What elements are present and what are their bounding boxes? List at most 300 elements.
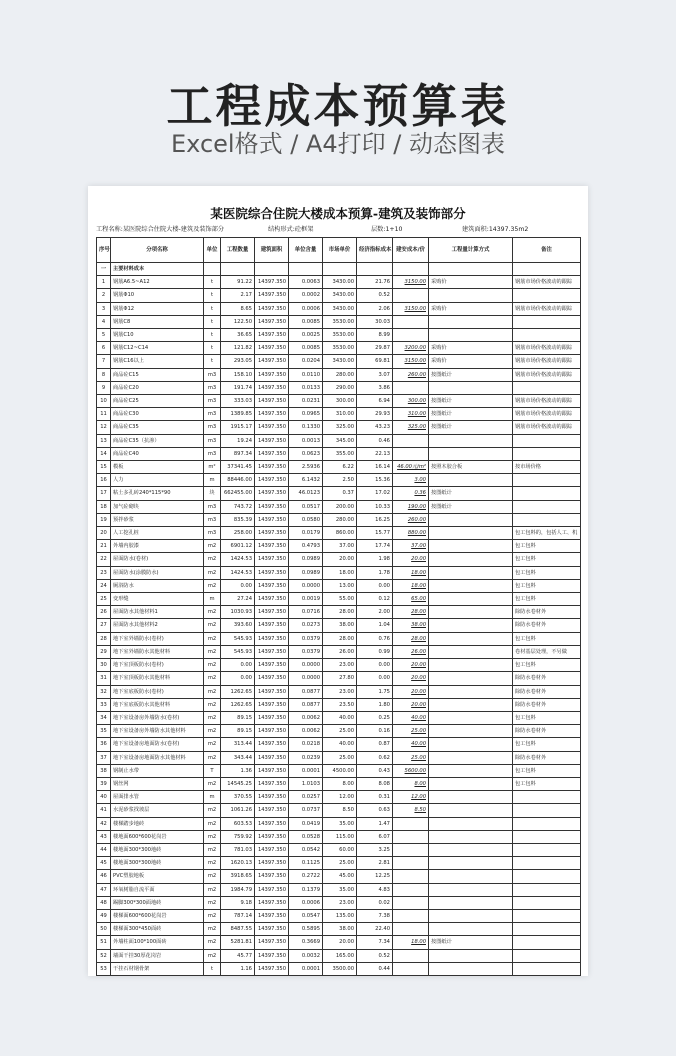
table-cell: 17.74 (357, 540, 393, 553)
table-cell: 1984.79 (221, 883, 255, 896)
table-cell: 0.0032 (289, 949, 323, 962)
table-cell: 地下室外墙防水(卷材) (111, 632, 204, 645)
table-cell (429, 593, 513, 606)
table-cell: m2 (204, 672, 221, 685)
table-cell: 25.00 (393, 725, 429, 738)
table-cell (429, 870, 513, 883)
table-cell: 190.00 (393, 500, 429, 513)
table-cell: 0.1125 (289, 857, 323, 870)
table-cell: 14397.350 (255, 302, 289, 315)
table-cell: 加气砼砌块 (111, 500, 204, 513)
table-cell: 钢丝网 (111, 777, 204, 790)
table-cell: 30 (97, 659, 111, 672)
table-cell: m2 (204, 738, 221, 751)
table-cell: 地下室底板防水(卷材) (111, 685, 204, 698)
table-cell: 1.80 (357, 698, 393, 711)
column-header: 工程数量 (221, 238, 255, 263)
table-cell: 商品砼C30 (111, 408, 204, 421)
table-cell (513, 896, 581, 909)
table-cell: 28.00 (323, 606, 357, 619)
table-cell: 38.00 (393, 619, 429, 632)
table-row (97, 777, 581, 790)
table-cell: m2 (204, 632, 221, 645)
table-cell: 0.0085 (289, 315, 323, 328)
table-cell: 258.00 (221, 527, 255, 540)
table-cell: 290.00 (323, 381, 357, 394)
table-row (97, 896, 581, 909)
table-cell: 0.0542 (289, 843, 323, 856)
table-cell: 15.77 (357, 527, 393, 540)
table-cell: 包工包料 (513, 764, 581, 777)
table-cell: m2 (204, 606, 221, 619)
table-cell: 钢筋C12~C14 (111, 342, 204, 355)
table-cell: 14397.350 (255, 487, 289, 500)
table-cell: m3 (204, 527, 221, 540)
table-cell: 40.00 (323, 738, 357, 751)
table-cell: 22.13 (357, 447, 393, 460)
table-cell: 14397.350 (255, 579, 289, 592)
table-row (97, 791, 581, 804)
table-cell: 9 (97, 381, 111, 394)
table-cell: 0.0231 (289, 395, 323, 408)
table-cell: 22.40 (357, 923, 393, 936)
table-cell: t (204, 342, 221, 355)
table-cell: 6 (97, 342, 111, 355)
table-row (97, 579, 581, 592)
table-row (97, 923, 581, 936)
table-cell: 14397.350 (255, 777, 289, 790)
table-cell: 6.07 (357, 830, 393, 843)
table-cell: 踢脚300*300面地砖 (111, 896, 204, 909)
table-cell: 除防水卷材外 (513, 685, 581, 698)
table-cell: 20.00 (393, 659, 429, 672)
table-cell: 355.00 (323, 447, 357, 460)
table-cell: m2 (204, 659, 221, 672)
table-row (97, 857, 581, 870)
table-cell: 粘土多孔砖240*115*90 (111, 487, 204, 500)
table-cell: 10 (97, 395, 111, 408)
table-cell: 8.00 (393, 777, 429, 790)
section-number: 一 (97, 263, 111, 276)
table-cell: 14397.350 (255, 421, 289, 434)
table-cell: 钢筋市场价格波动的跟踪 (513, 355, 581, 368)
table-cell: 17 (97, 487, 111, 500)
table-cell: 20.00 (323, 936, 357, 949)
table-cell: 19.24 (221, 434, 255, 447)
table-cell: m2 (204, 619, 221, 632)
table-cell: 370.55 (221, 791, 255, 804)
table-cell: 0.4793 (289, 540, 323, 553)
table-cell: 包工包料 (513, 593, 581, 606)
table-cell: 2.17 (221, 289, 255, 302)
table-cell: m (204, 474, 221, 487)
table-cell: 42 (97, 817, 111, 830)
table-cell: 楼地面300*300地砖 (111, 857, 204, 870)
table-cell: 33 (97, 698, 111, 711)
table-cell: 14397.350 (255, 830, 289, 843)
table-cell: 15.36 (357, 474, 393, 487)
table-cell: 48 (97, 896, 111, 909)
table-row (97, 540, 581, 553)
floor-count: 层数:1+10 (371, 226, 403, 233)
table-cell: m2 (204, 843, 221, 856)
building-area: 建筑面积:14397.35m2 (462, 226, 529, 233)
table-row (97, 909, 581, 922)
table-cell: 9.18 (221, 896, 255, 909)
table-cell: 12.00 (323, 791, 357, 804)
table-cell: 商品砼C40 (111, 447, 204, 460)
table-cell: 除防水卷材外 (513, 725, 581, 738)
table-cell (513, 513, 581, 526)
table-cell (429, 817, 513, 830)
table-cell: 260.00 (393, 513, 429, 526)
table-cell: 15 (97, 461, 111, 474)
table-row (97, 632, 581, 645)
column-header: 序号 (97, 238, 111, 263)
table-cell: 8.50 (393, 804, 429, 817)
table-cell: 23 (97, 566, 111, 579)
table-cell: 14397.350 (255, 540, 289, 553)
table-cell: 343.44 (221, 751, 255, 764)
table-row (97, 474, 581, 487)
table-cell (429, 711, 513, 724)
table-cell (513, 289, 581, 302)
table-cell: T (204, 764, 221, 777)
column-header: 建安成本/价 (393, 238, 429, 263)
table-cell: 135.00 (323, 909, 357, 922)
table-cell: 16.25 (357, 513, 393, 526)
table-cell (393, 909, 429, 922)
table-cell: 楼梯踏步地砖 (111, 817, 204, 830)
table-cell: 地下室设备房地面防水其他材料 (111, 751, 204, 764)
table-cell: 781.03 (221, 843, 255, 856)
table-cell: 0.0737 (289, 804, 323, 817)
table-cell: 14397.350 (255, 461, 289, 474)
table-cell: 835.39 (221, 513, 255, 526)
table-cell: 1262.65 (221, 698, 255, 711)
table-cell: 1.36 (221, 764, 255, 777)
table-cell: 3500.00 (323, 962, 357, 975)
table-cell: 2 (97, 289, 111, 302)
table-row (97, 421, 581, 434)
table-cell: 19 (97, 513, 111, 526)
table-cell: 14397.350 (255, 711, 289, 724)
table-row (97, 447, 581, 460)
table-cell: 0.63 (357, 804, 393, 817)
table-cell: 14397.350 (255, 725, 289, 738)
table-cell: 50 (97, 923, 111, 936)
table-cell: 包工包料 (513, 553, 581, 566)
table-cell: 16.14 (357, 461, 393, 474)
table-cell: m2 (204, 857, 221, 870)
table-row (97, 725, 581, 738)
table-cell: 0.87 (357, 738, 393, 751)
table-cell: m2 (204, 777, 221, 790)
table-cell: 除防水卷材外 (513, 672, 581, 685)
table-cell: 5600.00 (393, 764, 429, 777)
table-cell: 0.0379 (289, 645, 323, 658)
table-cell: 0.0528 (289, 830, 323, 843)
table-cell: 13.00 (323, 579, 357, 592)
banner-subtitle: Excel格式 / A4打印 / 动态图表 (171, 130, 505, 158)
table-cell: 122.50 (221, 315, 255, 328)
table-cell: m2 (204, 751, 221, 764)
table-cell: 8.00 (323, 777, 357, 790)
table-cell (429, 777, 513, 790)
table-cell: 14397.350 (255, 883, 289, 896)
table-cell (393, 883, 429, 896)
table-cell: 0.1379 (289, 883, 323, 896)
table-cell: 300.00 (393, 395, 429, 408)
table-cell: 8.50 (323, 804, 357, 817)
table-cell: 14397.350 (255, 764, 289, 777)
table-cell: 121.82 (221, 342, 255, 355)
table-cell: 787.14 (221, 909, 255, 922)
table-cell: 0.00 (357, 579, 393, 592)
table-row (97, 659, 581, 672)
table-cell: 地下室设备房外墙防水其他材料 (111, 725, 204, 738)
table-cell: 23.50 (323, 698, 357, 711)
table-cell: 45.00 (323, 870, 357, 883)
table-cell: 0.0063 (289, 276, 323, 289)
table-row (97, 434, 581, 447)
table-cell: 115.00 (323, 830, 357, 843)
table-row (97, 843, 581, 856)
table-cell: 0.0110 (289, 368, 323, 381)
table-cell (429, 579, 513, 592)
table-cell: 11 (97, 408, 111, 421)
table-cell (513, 870, 581, 883)
table-cell: m2 (204, 896, 221, 909)
table-cell: 14397.350 (255, 368, 289, 381)
table-cell: 545.93 (221, 645, 255, 658)
table-cell: 按图纸计 (429, 421, 513, 434)
table-cell: m2 (204, 645, 221, 658)
table-cell: 14397.350 (255, 619, 289, 632)
table-cell: 28.00 (393, 606, 429, 619)
table-cell (429, 923, 513, 936)
table-cell (393, 870, 429, 883)
table-cell (393, 962, 429, 975)
table-cell: 钢筋市场价格波动的跟踪 (513, 276, 581, 289)
table-cell (513, 857, 581, 870)
table-cell: 14397.350 (255, 593, 289, 606)
table-cell: 23.00 (323, 896, 357, 909)
table-cell: 22 (97, 553, 111, 566)
table-cell (429, 527, 513, 540)
table-cell: 地下室顶板防水其他材料 (111, 672, 204, 685)
table-cell: 14397.350 (255, 447, 289, 460)
table-cell: 52 (97, 949, 111, 962)
table-cell: 0.0517 (289, 500, 323, 513)
table-row (97, 619, 581, 632)
table-cell: 6.94 (357, 395, 393, 408)
table-cell: 14397.350 (255, 553, 289, 566)
table-cell (393, 315, 429, 328)
table-cell: 0.0179 (289, 527, 323, 540)
table-row (97, 751, 581, 764)
table-cell: 0.0013 (289, 434, 323, 447)
table-cell: 3.86 (357, 381, 393, 394)
document-title: 某医院综合住院大楼成本预算-建筑及装饰部分 (210, 206, 466, 221)
table-cell: t (204, 315, 221, 328)
table-cell: 商品砼C25 (111, 395, 204, 408)
table-cell: 0.46 (357, 434, 393, 447)
table-cell: 14 (97, 447, 111, 460)
table-cell: 1.98 (357, 553, 393, 566)
table-cell: 包工包料 (513, 659, 581, 672)
table-cell: 13 (97, 434, 111, 447)
table-cell: 30.03 (357, 315, 393, 328)
table-row (97, 395, 581, 408)
table-cell: 钢筋Φ12 (111, 302, 204, 315)
table-cell: 18.00 (393, 936, 429, 949)
project-name: 工程名称:某医院综合住院大楼-建筑及装饰部分 (96, 226, 225, 233)
table-cell: 40.00 (393, 738, 429, 751)
table-cell: m2 (204, 540, 221, 553)
table-cell: 墙面干挂30厚花岗岩 (111, 949, 204, 962)
table-cell: 325.00 (393, 421, 429, 434)
column-header: 工程量计算方式 (429, 238, 513, 263)
table-cell: 26 (97, 606, 111, 619)
table-cell: 26.00 (393, 645, 429, 658)
table-row (97, 685, 581, 698)
table-cell: 按图纸计 (429, 395, 513, 408)
table-cell: 地下室底板防水其他材料 (111, 698, 204, 711)
table-cell (429, 738, 513, 751)
table-cell: 43.23 (357, 421, 393, 434)
table-cell: 0.02 (357, 896, 393, 909)
table-cell (429, 791, 513, 804)
table-cell: 0.0006 (289, 302, 323, 315)
table-cell: 除防水卷材外 (513, 606, 581, 619)
table-cell: 1.04 (357, 619, 393, 632)
table-cell: 14397.350 (255, 817, 289, 830)
table-cell (429, 381, 513, 394)
table-cell: 12.25 (357, 870, 393, 883)
table-cell: 18 (97, 500, 111, 513)
cost-table (96, 237, 581, 976)
table-header-row (97, 238, 581, 263)
table-row (97, 830, 581, 843)
table-cell: 8487.55 (221, 923, 255, 936)
table-cell (513, 487, 581, 500)
table-cell: 0.0019 (289, 593, 323, 606)
table-cell: 37341.45 (221, 461, 255, 474)
table-cell: 地下室设备房外墙防水(卷材) (111, 711, 204, 724)
table-cell (429, 830, 513, 843)
table-cell (513, 949, 581, 962)
table-cell: 38.00 (323, 619, 357, 632)
table-row (97, 553, 581, 566)
table-cell: 0.0204 (289, 355, 323, 368)
table-cell (429, 566, 513, 579)
table-row (97, 593, 581, 606)
table-cell: 31 (97, 672, 111, 685)
table-cell: 人工挖孔桩 (111, 527, 204, 540)
table-cell: t (204, 276, 221, 289)
table-cell: 325.00 (323, 421, 357, 434)
table-cell: 3430.00 (323, 276, 357, 289)
table-cell (393, 381, 429, 394)
table-cell: 0.0877 (289, 685, 323, 698)
table-cell: 12.00 (393, 791, 429, 804)
table-cell: 24 (97, 579, 111, 592)
table-cell: 20.00 (323, 553, 357, 566)
table-cell: 44 (97, 843, 111, 856)
table-cell: 屋面防水(卷材) (111, 553, 204, 566)
table-cell: 14397.350 (255, 329, 289, 342)
table-cell: 36.65 (221, 329, 255, 342)
table-cell: 14397.350 (255, 566, 289, 579)
table-cell: 屋面防水(涂膜防水) (111, 566, 204, 579)
table-cell: 8 (97, 368, 111, 381)
table-cell: m2 (204, 936, 221, 949)
table-cell: 14397.350 (255, 659, 289, 672)
table-cell (429, 289, 513, 302)
table-cell: 除防水卷材外 (513, 698, 581, 711)
table-cell: 0.00 (221, 672, 255, 685)
table-cell: 25.00 (323, 857, 357, 870)
table-cell: 37 (97, 751, 111, 764)
table-cell: 69.81 (357, 355, 393, 368)
table-cell: 0.62 (357, 751, 393, 764)
table-cell: 1424.53 (221, 566, 255, 579)
table-cell: 2.50 (323, 474, 357, 487)
table-row (97, 302, 581, 315)
table-cell: PVC塑胶地板 (111, 870, 204, 883)
table-cell (429, 659, 513, 672)
table-cell: 293.05 (221, 355, 255, 368)
table-cell: 3150.00 (393, 302, 429, 315)
table-cell: m2 (204, 566, 221, 579)
table-cell: 14397.350 (255, 791, 289, 804)
table-cell (429, 540, 513, 553)
table-cell: 3530.00 (323, 329, 357, 342)
table-cell: 0.76 (357, 632, 393, 645)
table-cell: m2 (204, 870, 221, 883)
table-cell: m (204, 791, 221, 804)
table-cell: 260.00 (393, 368, 429, 381)
table-cell: 21 (97, 540, 111, 553)
table-cell: 89.15 (221, 725, 255, 738)
table-cell: 40.00 (393, 711, 429, 724)
table-cell: 3 (97, 302, 111, 315)
table-cell: 3.00 (393, 474, 429, 487)
table-cell: 0.44 (357, 962, 393, 975)
table-cell: 外墙柱面100*100面砖 (111, 936, 204, 949)
table-cell: 20.00 (393, 553, 429, 566)
banner-title: 工程成本预算表 (166, 79, 510, 133)
table-row (97, 381, 581, 394)
table-cell: 17.02 (357, 487, 393, 500)
table-cell: 块 (204, 487, 221, 500)
table-cell: 0.37 (323, 487, 357, 500)
table-cell: m2 (204, 830, 221, 843)
table-cell: 0.52 (357, 289, 393, 302)
table-cell: 1262.65 (221, 685, 255, 698)
table-cell: m3 (204, 513, 221, 526)
table-cell: 4 (97, 315, 111, 328)
table-cell: 20.00 (393, 685, 429, 698)
table-cell: 603.53 (221, 817, 255, 830)
table-cell: 卷材基层处理，不另做 (513, 645, 581, 658)
table-cell: t (204, 962, 221, 975)
table-cell: 0.0002 (289, 289, 323, 302)
table-row (97, 672, 581, 685)
table-cell: 采购价 (429, 342, 513, 355)
table-cell: 0.99 (357, 645, 393, 658)
